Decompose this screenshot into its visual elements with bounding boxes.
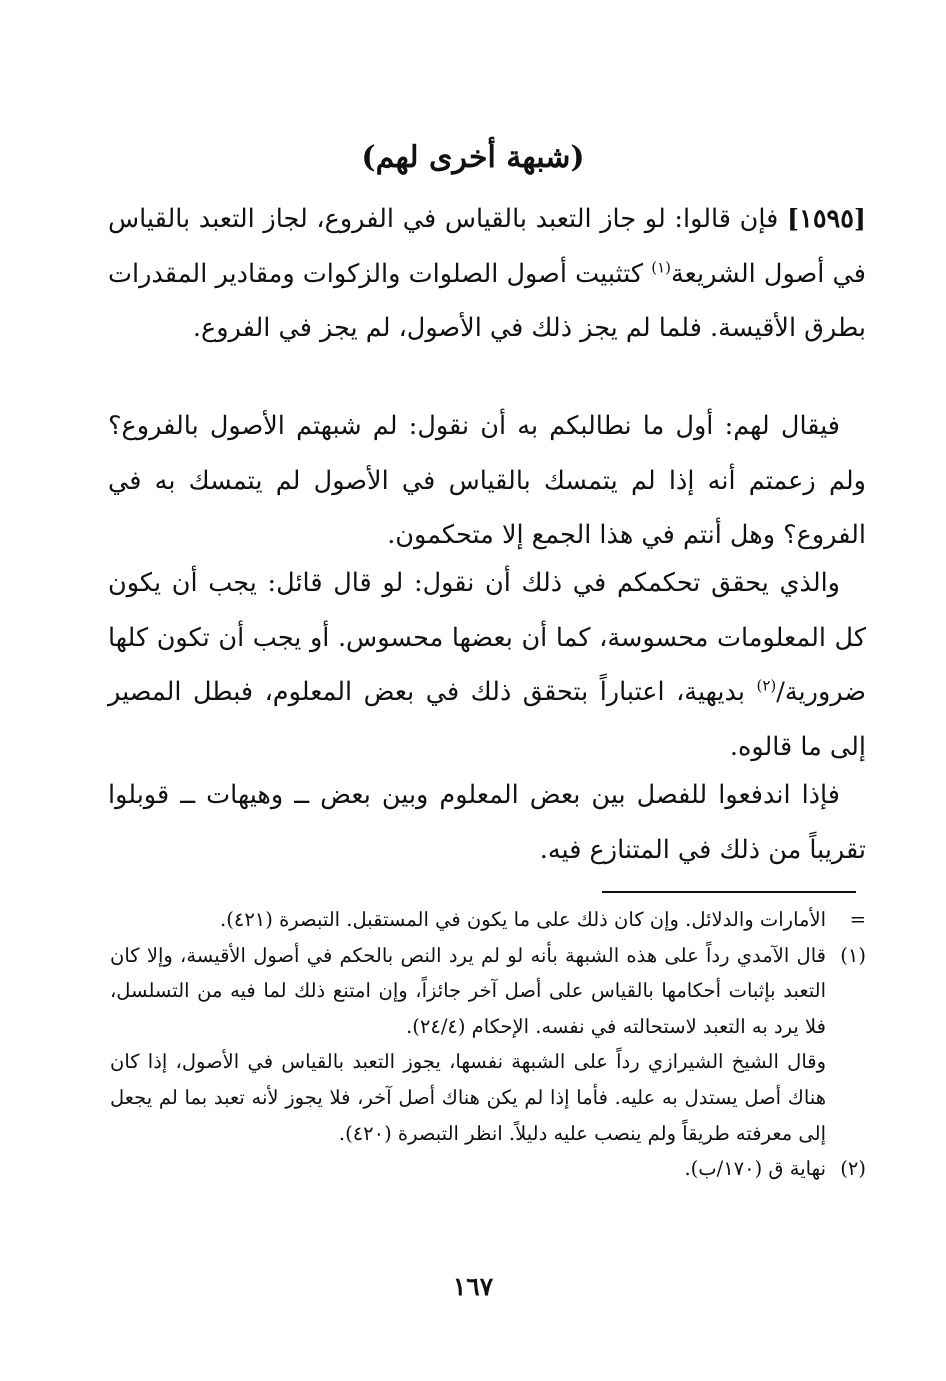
paragraph-3-text-b: بديهية، اعتباراً بتحقق ذلك في بعض المعلوم، فبطل المصير إلى ما قالوه. xyxy=(108,677,866,762)
footnote-2-text: نهاية ق (١٧٠/ب). xyxy=(684,1157,826,1181)
paragraph-4 xyxy=(108,768,866,877)
continuation-text: الأمارات والدلائل. وإن كان ذلك على ما يكون في المستقبل. التبصرة (٤٢١). xyxy=(220,908,826,931)
footnote-1 xyxy=(110,938,866,1045)
footnote-ref-2: (٢) xyxy=(756,676,777,695)
paragraph-2-text: فيقال لهم: أول ما نطالبكم به أن نقول: لم شبهتم الأصول بالفروع؟ ولم زعمتم أنه إذا لم يتمسك بالقياس في الأصول لم يتمسك به في الفروع؟ وهل أنتم في هذا الجمع إلا متحكمون. xyxy=(108,411,866,550)
footnote-1-marker: (١) xyxy=(840,943,866,967)
continuation-marker: = xyxy=(849,908,866,931)
paragraph-3 xyxy=(108,556,866,774)
footnote-ref-1: (١) xyxy=(651,258,672,276)
footnote-continuation xyxy=(110,902,866,938)
footnote-1-text-a: قال الآمدي رداً على هذه الشبهة بأنه لو لم يرد النص بالحكم في أصول الأقيسة، وإلا كان التعبد بإثبات أحكامها بالقياس على أصل آخر جائزاً، وإن امتنع ذلك لما فيه من التسلسل، فلا يرد به التعبد لاستحالته في نفسه. الإحكام (٢٤/٤). xyxy=(110,943,826,1038)
footnote-2 xyxy=(110,1151,866,1187)
paragraph-1 xyxy=(108,192,866,356)
page-number: ١٦٧ xyxy=(452,1272,494,1301)
paragraph-2 xyxy=(108,399,866,563)
footnote-1-text-b: وقال الشيخ الشيرازي رداً على الشبهة نفسها، يجوز التعبد بالقياس في الأصول، إذا كان هناك أصل يستدل به عليه. فأما إذا لم يكن هناك أصل آخر، فلا يجوز لأنه تعبد بما لم يجعل إلى معرفته طريقاً ولم ينصب عليه دليلاً. انظر التبصرة (٤٢٠). xyxy=(110,1050,826,1145)
section-heading: (شبهة أخرى لهم) xyxy=(361,140,585,175)
footnotes xyxy=(110,902,866,1187)
paragraph-3-text-a: والذي يحقق تحكمكم في ذلك أن نقول: لو قال قائل: يجب أن يكون كل المعلومات محسوسة، كما أن بعضها محسوس. أو يجب أن تكون كلها ضرورية/ xyxy=(108,568,866,707)
paragraph-1-text-b: كتثبيت أصول الصلوات والزكوات ومقادير المقدرات بطرق الأقيسة. فلما لم يجز ذلك في الأصول، لم يجز في الفروع. xyxy=(108,258,866,343)
footnote-separator xyxy=(602,891,856,893)
paragraph-1-text-a: فإن قالوا: لو جاز التعبد بالقياس في الفروع، لجاز التعبد بالقياس في أصول الشريعة xyxy=(108,204,866,289)
footnote-1-continued xyxy=(110,1044,866,1151)
paragraph-number: [١٥٩٥] xyxy=(787,204,866,234)
paragraph-4-text: فإذا اندفعوا للفصل بين بعض المعلوم وبين بعض ــ وهيهات ــ قوبلوا تقريباً من ذلك في المتنازع فيه. xyxy=(108,780,866,865)
footnote-2-marker: (٢) xyxy=(840,1157,866,1181)
